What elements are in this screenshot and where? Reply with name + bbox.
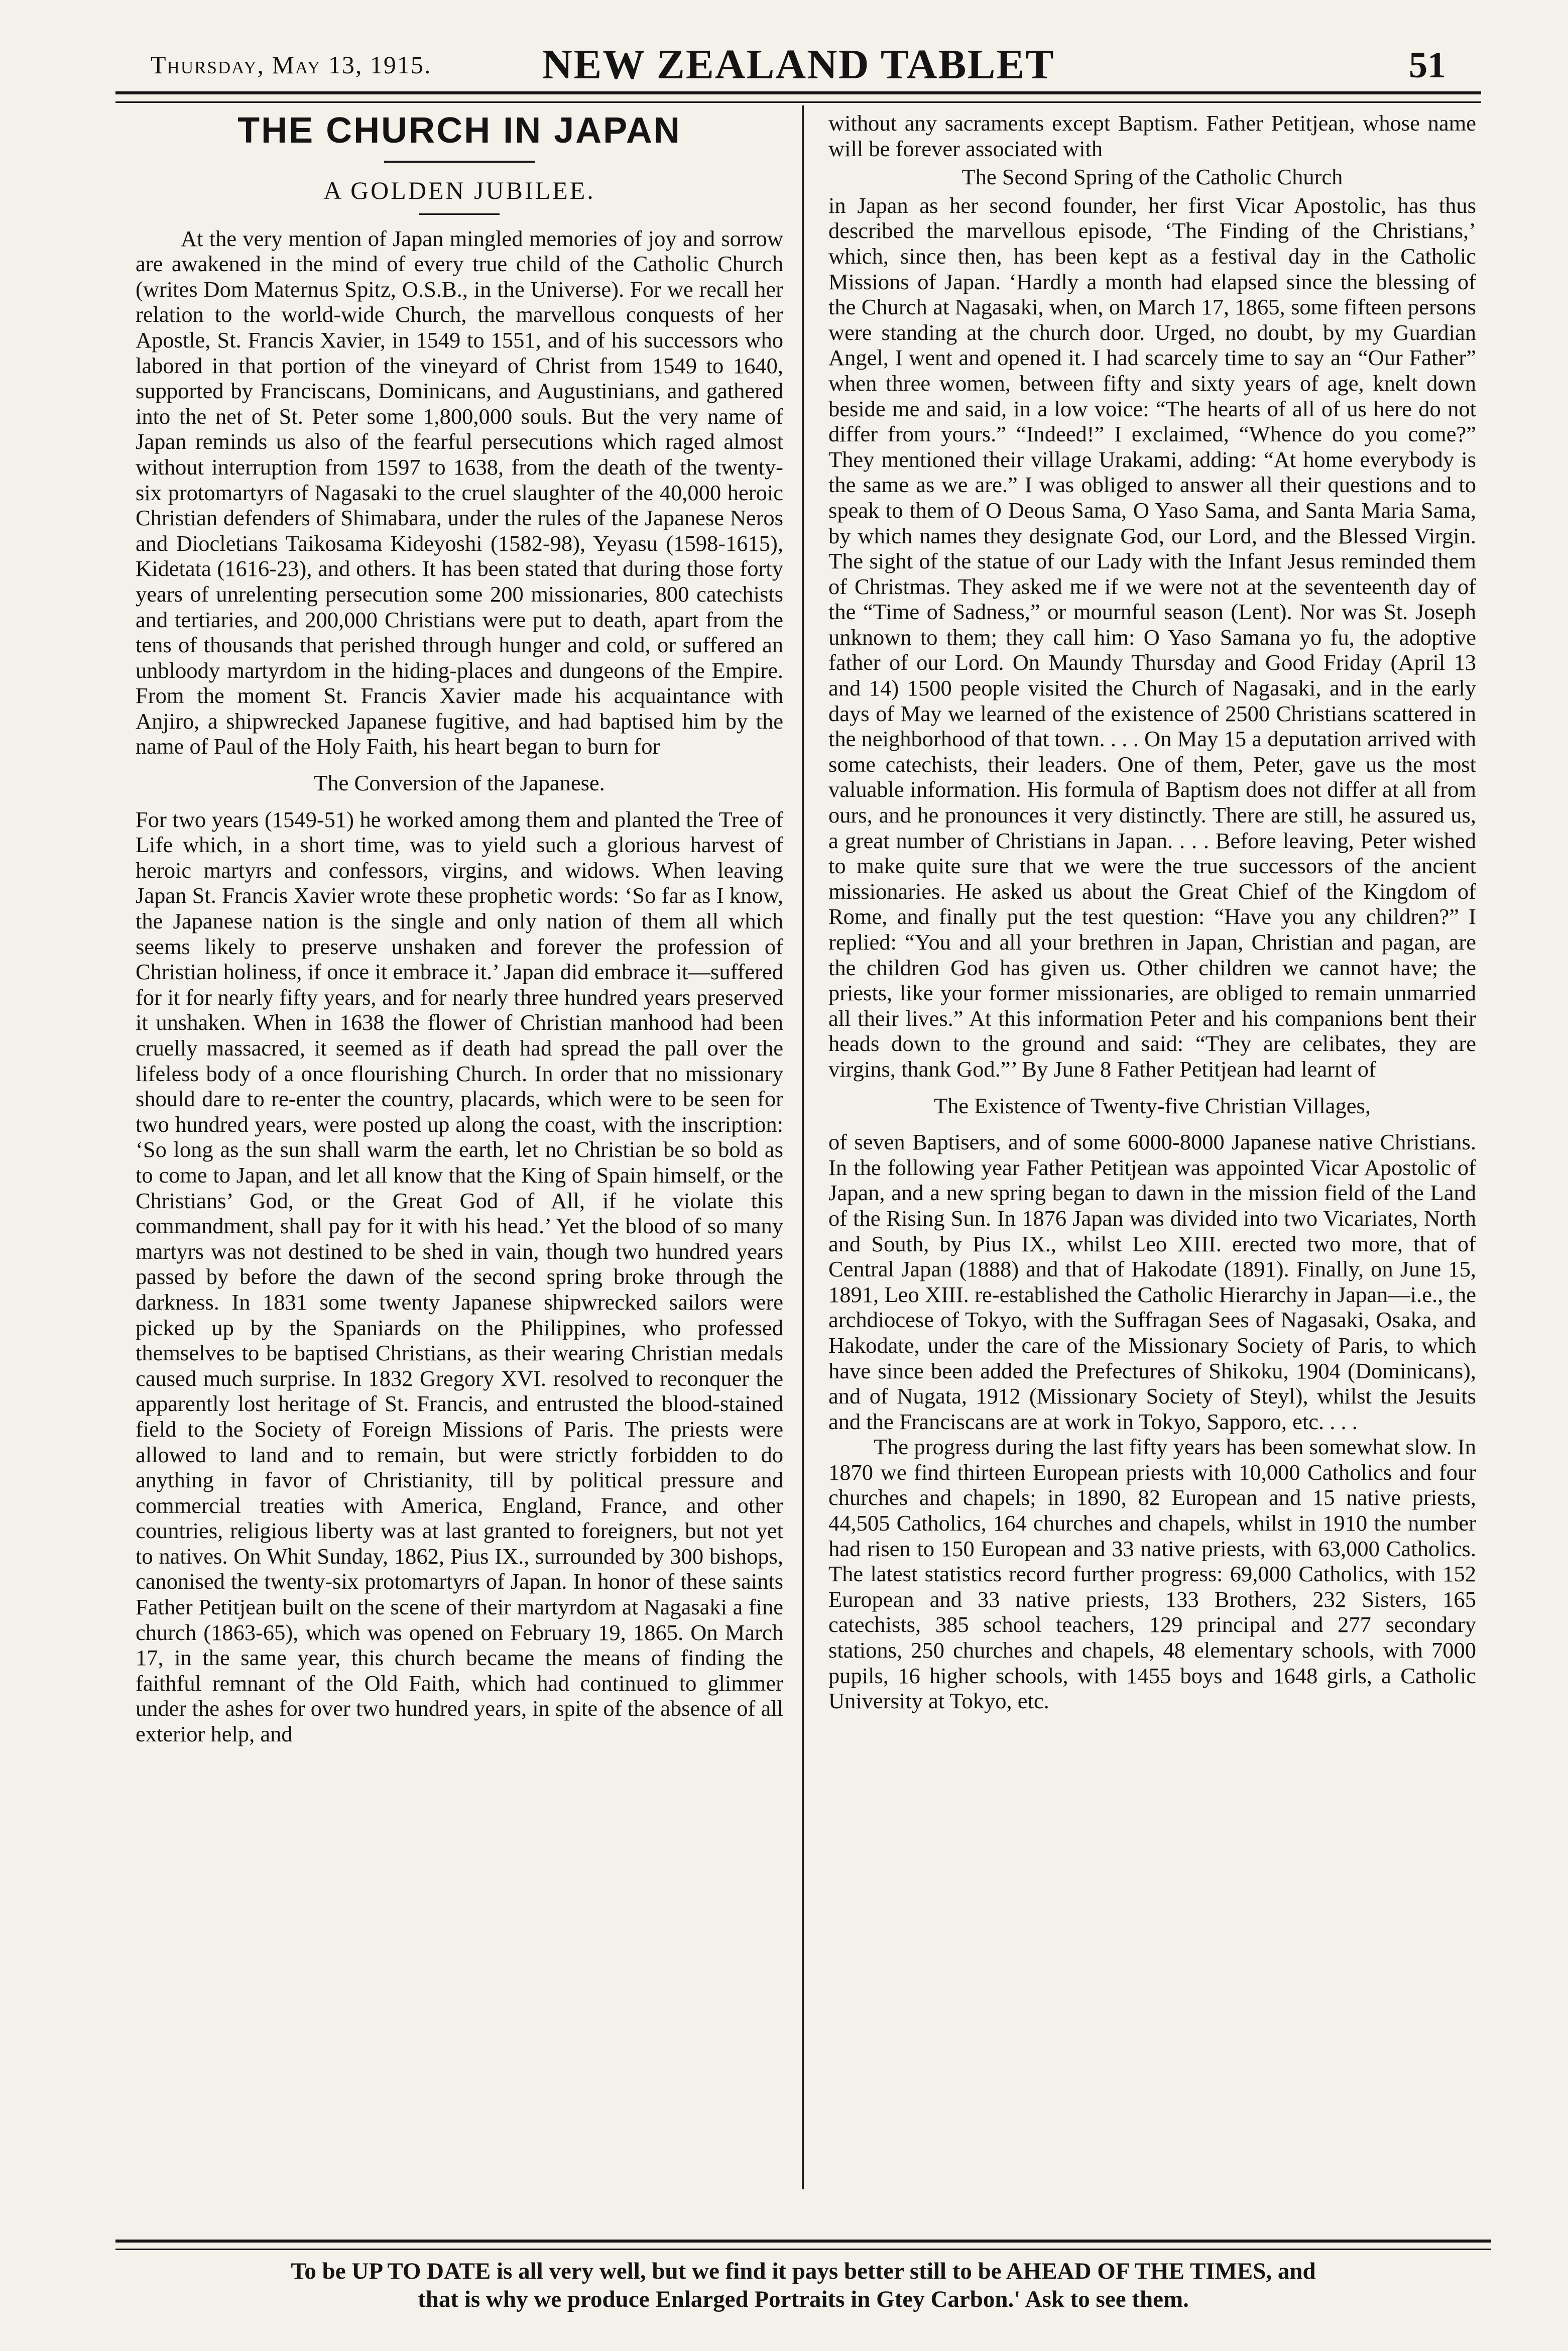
paragraph: At the very mention of Japan mingled memories of joy and sorrow are awakened in the mind of every true child of the Catholic Church (writes Dom Maternus Spitz, O.S.B., in the Universe). For we recall her relation to the world-wide Church, the marvellous conquests of her Apostle, St. Francis Xavier, in 1549 to 1551, and of his successors who labored in that portion of the vineyard of Christ from 1549 to 1640, supported by Franciscans, Dominicans, and Augustinians, and gathered into the net of St. Peter some 1,800,000 souls. But the very name of Japan reminds us also of the fearful persecutions which raged almost without interruption from 1597 to 1638, from the death of the twenty-six protomartyrs of Nagasaki to the cruel slaughter of the 40,000 heroic Christian defenders of Shimabara, under the rules of the Japanese Neros and Diocletians Taikosama Kideyoshi (1582-98), Yeyasu (1598-1615), Kidetata (1616-23), and others. It has been stated that during those forty years of unrelenting persecution some 200 missionaries, 800 catechists and tertiaries, and 200,000 Christians were put to death, apart from the tens of thousands that perished through hunger and cold, or suffered an unbloody martyrdom in the hiding-places and dungeons of the Empire. From the moment St. Francis Xavier made his acquaintance with Anjiro, a shipwrecked Japanese fugitive, and had baptised him by the name of Paul of the Holy Faith, his heart began to burn for: [136, 225, 783, 759]
advertisement-line: To be UP TO DATE is all very well, but we find it pays better still to be AHEAD OF THE TIMES, and: [291, 2258, 1316, 2284]
section-heading: The Existence of Twenty-five Christian Villages,: [934, 1093, 1371, 1118]
title-divider: [384, 161, 535, 163]
section-heading: The Conversion of the Japanese.: [314, 770, 605, 796]
article-subtitle: A GOLDEN JUBILEE.: [323, 176, 595, 204]
masthead-rule: [115, 91, 1481, 103]
advertisement-line: that is why we produce Enlarged Portraits in Gtey Carbon.' Ask to see them.: [418, 2286, 1189, 2312]
right-column: [828, 110, 1476, 1714]
paragraph: The progress during the last fifty years has been somewhat slow. In 1870 we find thirteen European priests with 10,000 Catholics and four churches and chapels; in 1890, 82 European and 15 native priests, 44,505 Catholics, 164 churches and chapels, whilst in 1910 the number had risen to 150 European and 33 native priests, with 63,000 Catholics. The latest statistics record further progress: 69,000 Catholics, with 152 European and 33 native priests, 133 Brothers, 232 Sisters, 165 catechists, 385 school teachers, 129 principal and 277 secondary stations, 250 churches and chapels, 48 elementary schools, with 7000 pupils, 16 higher schools, with 1455 boys and 1648 girls, a Catholic University at Tokyo, etc.: [828, 1434, 1476, 1714]
advertisement: [131, 2257, 1476, 2313]
issue-date: Thursday, May 13, 1915.: [151, 51, 432, 79]
section-heading: The Second Spring of the Catholic Church: [961, 164, 1343, 190]
paragraph: without any sacraments except Baptism. Father Petitjean, whose name will be forever associated with: [828, 110, 1476, 161]
column-divider: [802, 105, 804, 2189]
subtitle-divider: [419, 213, 500, 215]
footer-rule: [115, 2240, 1491, 2250]
masthead: [120, 35, 1476, 90]
newspaper-title: NEW ZEALAND TABLET: [542, 41, 1055, 88]
paragraph: of seven Baptisers, and of some 6000-8000 Japanese native Christians. In the following year Father Petitjean was appointed Vicar Apostolic of Japan, and a new spring began to dawn in the mission field of the Land of the Rising Sun. In 1876 Japan was divided into two Vicariates, North and South, by Pius IX., whilst Leo XIII. erected two more, that of Central Japan (1888) and that of Hakodate (1891). Finally, on June 15, 1891, Leo XIII. re-established the Catholic Hierarchy in Japan—i.e., the archdiocese of Tokyo, with the Suffragan Sees of Nagasaki, Osaka, and Hakodate, under the care of the Missionary Society of Paris, to which have since been added the Prefectures of Shikoku, 1904 (Dominicans), and of Nugata, 1912 (Missionary Society of Steyl), whilst the Jesuits and the Franciscans are at work in Tokyo, Sapporo, etc. . . .: [828, 1129, 1476, 1434]
paragraph: in Japan as her second founder, her first Vicar Apostolic, has thus described the marvellous episode, ‘The Finding of the Christians,’ which, since then, has been kept as a festival day in the Catholic Missions of Japan. ‘Hardly a month had elapsed since the blessing of the Church at Nagasaki, when, on March 17, 1865, some fifteen persons were standing at the church door. Urged, no doubt, by my Guardian Angel, I went and opened it. I had scarcely time to say an “Our Father” when three women, between fifty and sixty years of age, knelt down beside me and said, in a low voice: “The hearts of all of us here do not differ from yours.” “Indeed!” I exclaimed, “Whence do you come?” They mentioned their village Urakami, adding: “At home everybody is the same as we are.” I was obliged to answer all their questions and to speak to them of O Deous Sama, O Yaso Sama, and Santa Maria Sama, by which names they designate God, our Lord, and the Blessed Virgin. The sight of the statue of our Lady with the Infant Jesus reminded them of Christmas. They asked me if we were not at the seventeenth day of the “Time of Sadness,” or mournful season (Lent). Nor was St. Joseph unknown to them; they call him: O Yaso Samana yo fu, the adoptive father of our Lord. On Maundy Thursday and Good Friday (April 13 and 14) 1500 people visited the Church of Nagasaki, and in the early days of May we learned of the existence of 2500 Christians scattered in the neighborhood of that town. . . . On May 15 a deputation arrived with some catechists, their leaders. One of them, Peter, gave us the most valuable information. His formula of Baptism does not differ at all from ours, and he pronounces it very distinctly. There are still, he assured us, a great number of Christians in Japan. . . . Before leaving, Peter wished to make quite sure that we were the true successors of the ancient missionaries. He asked us about the Great Chief of the Kingdom of Rome, and finally put the test question: “Have you any children?” I replied: “You and all your brethren in Japan, Christian and pagan, are the children God has given us. Other children we cannot have; the priests, like your former missionaries, are obliged to remain unmarried all their lives.” At this information Peter and his companions bent their heads down to the ground and said: “They are celibates, they are virgins, thank God.”’ By June 8 Father Petitjean had learnt of: [828, 192, 1476, 1082]
article-title: THE CHURCH IN JAPAN: [237, 110, 681, 151]
paragraph: For two years (1549-51) he worked among them and planted the Tree of Life which, in a short time, was to yield such a glorious harvest of heroic martyrs and confessors, virgins, and widows. When leaving Japan St. Francis Xavier wrote these prophetic words: ‘So far as I know, the Japanese nation is the single and only nation of them all which seems likely to preserve unshaken and forever the profession of Christian holiness, if once it embrace it.’ Japan did embrace it—suffered for it for nearly fifty years, and for nearly three hundred years preserved it unshaken. When in 1638 the flower of Christian manhood had been cruelly massacred, it seemed as if death had spread the pall over the lifeless body of a once flourishing Church. In order that no missionary should dare to re-enter the country, placards, which were to be seen for two hundred years, were posted up along the coast, with the inscription: ‘So long as the sun shall warm the earth, let no Christian be so bold as to come to Japan, and let all know that the King of Spain himself, or the Christians’ God, or the Great God of All, if he violate this commandment, shall pay for it with his head.’ Yet the blood of so many martyrs was not destined to be shed in vain, though two hundred years passed by before the dawn of the second spring broke through the darkness. In 1831 some twenty Japanese shipwrecked sailors were picked up by the Spaniards on the Philippines, who professed themselves to be baptised Christians, as their wearing Christian medals caused much surprise. In 1832 Gregory XVI. resolved to reconquer the apparently lost heritage of St. Francis, and entrusted the blood-stained field to the Society of Foreign Missions of Paris. The priests were allowed to land and to remain, but were strictly forbidden to do anything in favor of Christianity, till by political pressure and commercial treaties with America, England, France, and other countries, religious liberty was at last granted to foreigners, but not yet to natives. On Whit Sunday, 1862, Pius IX., surrounded by 300 bishops, canonised the twenty-six protomartyrs of Japan. In honor of these saints Father Petitjean built on the scene of their martyrdom at Nagasaki a fine church (1863-65), which was opened on February 19, 1865. On March 17, in the same year, this church became the means of finding the faithful remnant of the Old Faith, which had continued to glimmer under the ashes for over two hundred years, in spite of the absence of all exterior help, and: [136, 806, 783, 1747]
left-column: [136, 110, 783, 1747]
page-number: 51: [1409, 45, 1446, 86]
